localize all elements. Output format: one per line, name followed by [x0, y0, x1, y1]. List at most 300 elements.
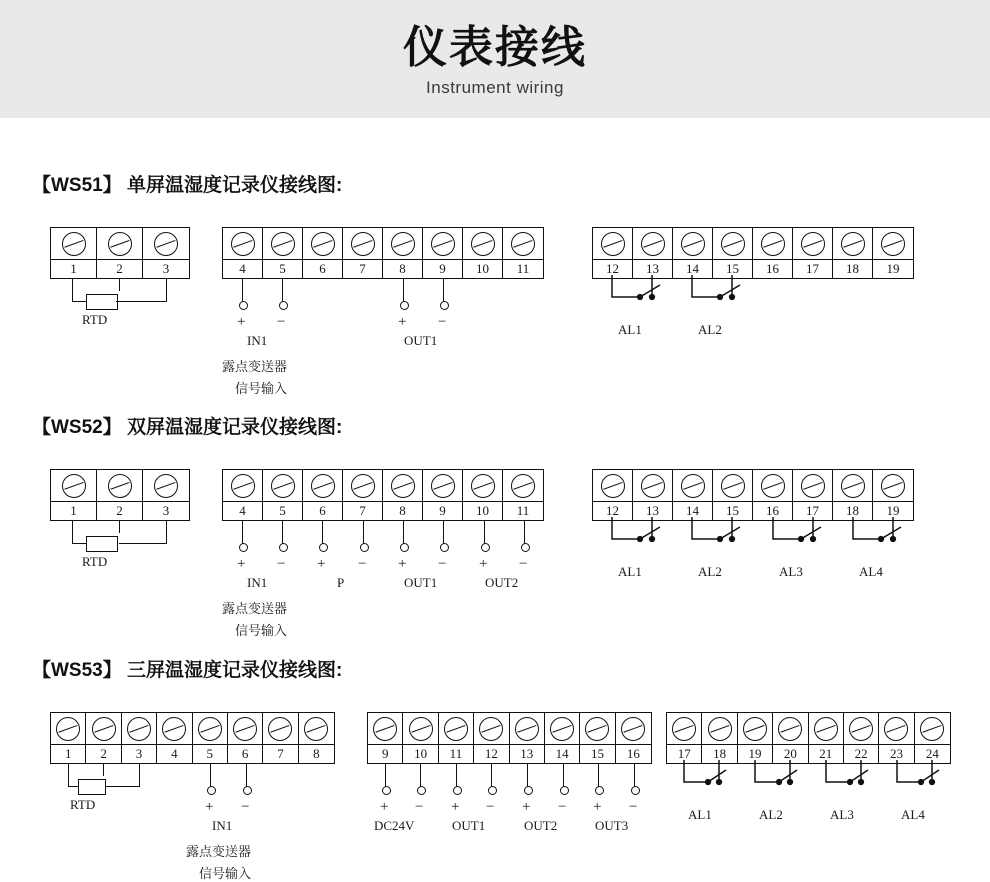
terminal-cell[interactable] [51, 713, 86, 763]
alarm-label: AL2 [698, 564, 722, 579]
terminal-cell[interactable] [303, 470, 343, 520]
banner-subtitle: Instrument wiring [426, 78, 564, 98]
screw-icon [621, 717, 645, 741]
polarity-minus: − [277, 314, 286, 330]
terminal-number: 6 [303, 259, 342, 277]
wire [68, 764, 69, 786]
terminal-cell[interactable] [773, 713, 808, 763]
terminal-cell[interactable] [463, 470, 503, 520]
screw-icon [801, 232, 825, 256]
screw-icon [881, 474, 905, 498]
terminal-cell[interactable] [844, 713, 879, 763]
terminal-number: 6 [303, 501, 342, 519]
terminal-number: 14 [673, 259, 712, 277]
screw-icon [681, 474, 705, 498]
polarity-minus: − [277, 556, 286, 572]
terminal-cell[interactable] [833, 470, 873, 520]
terminal-cell[interactable] [753, 470, 793, 520]
screw-icon [391, 232, 415, 256]
terminal-cell[interactable] [915, 713, 950, 763]
terminal-cell[interactable] [702, 713, 737, 763]
screw-icon [471, 474, 495, 498]
terminal-cell[interactable] [51, 470, 97, 520]
rtd-resistor [86, 536, 118, 552]
terminal-number: 16 [616, 744, 651, 762]
polarity-plus: + [205, 799, 214, 815]
terminal-number: 9 [368, 744, 402, 762]
wire [246, 764, 247, 788]
polarity-minus: − [486, 799, 495, 815]
screw-icon [801, 474, 825, 498]
terminal-cell[interactable] [463, 228, 503, 278]
terminal-cell[interactable] [157, 713, 192, 763]
terminal-dot [595, 786, 604, 795]
rtd-resistor [78, 779, 106, 795]
sensor-note-line1: 露点变送器 [222, 601, 288, 616]
terminal-number: 19 [873, 259, 913, 277]
terminal-number: 2 [86, 744, 120, 762]
screw-icon [672, 717, 696, 741]
terminal-cell[interactable] [51, 228, 97, 278]
terminal-number: 13 [633, 259, 672, 277]
screw-icon [351, 232, 375, 256]
wire [527, 764, 528, 788]
terminal-cell[interactable] [633, 228, 673, 278]
terminal-cell[interactable] [122, 713, 157, 763]
terminal-number: 17 [793, 259, 832, 277]
terminal-cell[interactable] [423, 470, 463, 520]
alarm-label: AL3 [779, 564, 803, 579]
in1-label: IN1 [212, 818, 233, 833]
terminal-cell[interactable] [343, 228, 383, 278]
terminal-dot [279, 301, 288, 310]
screw-icon [550, 717, 574, 741]
terminal-cell[interactable] [593, 228, 633, 278]
terminal-dot [488, 786, 497, 795]
sensor-note-line1: 露点变送器 [222, 359, 288, 374]
screw-icon [601, 232, 625, 256]
screw-icon [304, 717, 328, 741]
terminal-cell[interactable] [673, 470, 713, 520]
screw-icon [271, 474, 295, 498]
terminal-cell[interactable] [593, 470, 633, 520]
screw-icon [409, 717, 433, 741]
terminal-number: 18 [833, 501, 872, 519]
wire [242, 521, 243, 545]
terminal-block-ws53-b [367, 712, 652, 764]
terminal-number: 20 [773, 744, 807, 762]
terminal-dot [239, 543, 248, 552]
terminal-cell[interactable] [503, 228, 543, 278]
terminal-number: 14 [545, 744, 579, 762]
terminal-number: 6 [228, 744, 262, 762]
wire [72, 521, 73, 543]
wire [420, 764, 421, 788]
screw-icon [761, 232, 785, 256]
terminal-cell[interactable] [793, 228, 833, 278]
screw-icon [585, 717, 609, 741]
wire [103, 764, 104, 776]
wire [166, 521, 167, 543]
terminal-dot [382, 786, 391, 795]
terminal-block-ws51-b [222, 227, 544, 279]
screw-icon [641, 474, 665, 498]
terminal-cell[interactable] [503, 470, 543, 520]
in1-label: IN1 [247, 333, 268, 348]
terminal-number: 7 [343, 259, 382, 277]
terminal-cell[interactable] [833, 228, 873, 278]
terminal-number: 3 [143, 259, 189, 277]
terminal-dot [440, 301, 449, 310]
polarity-minus: − [415, 799, 424, 815]
terminal-number: 2 [97, 259, 142, 277]
screw-icon [56, 717, 80, 741]
terminal-block-ws53-a [50, 712, 335, 764]
screw-icon [814, 717, 838, 741]
terminal-number: 5 [263, 501, 302, 519]
terminal-number: 16 [753, 259, 792, 277]
alarm-label: AL4 [859, 564, 883, 579]
terminal-number: 1 [51, 259, 96, 277]
out3-label: OUT3 [595, 818, 629, 833]
screw-icon [849, 717, 873, 741]
wire [524, 521, 525, 545]
wire [282, 279, 283, 303]
terminal-dot [631, 786, 640, 795]
screw-icon [884, 717, 908, 741]
screw-icon [721, 474, 745, 498]
rtd-label: RTD [82, 554, 108, 569]
section-ws51-heading: 【WS51】 单屏温湿度记录仪接线图: [32, 175, 343, 196]
out1-label: OUT1 [404, 575, 438, 590]
wire [166, 279, 167, 301]
terminal-cell[interactable] [753, 228, 793, 278]
terminal-cell[interactable] [474, 713, 509, 763]
terminal-number: 4 [223, 259, 262, 277]
screw-icon [721, 232, 745, 256]
terminal-number: 1 [51, 501, 96, 519]
alarm-label: AL4 [901, 807, 925, 822]
terminal-dot [279, 543, 288, 552]
screw-icon [778, 717, 802, 741]
terminal-cell[interactable] [403, 713, 438, 763]
wire [363, 521, 364, 545]
wire [403, 521, 404, 545]
terminal-number: 13 [510, 744, 544, 762]
terminal-cell[interactable] [97, 470, 143, 520]
terminal-cell[interactable] [86, 713, 121, 763]
terminal-cell[interactable] [616, 713, 651, 763]
terminal-number: 18 [833, 259, 872, 277]
screw-icon [92, 717, 116, 741]
terminal-dot [481, 543, 490, 552]
screw-icon [62, 232, 86, 256]
wire [68, 786, 78, 787]
wire [119, 521, 120, 533]
terminal-cell[interactable] [223, 470, 263, 520]
polarity-plus: + [451, 799, 460, 815]
terminal-cell[interactable] [299, 713, 334, 763]
terminal-number: 11 [503, 501, 543, 519]
screw-icon [920, 717, 944, 741]
p-label: P [337, 575, 345, 590]
terminal-number: 2 [97, 501, 142, 519]
terminal-cell[interactable] [228, 713, 263, 763]
terminal-number: 21 [809, 744, 843, 762]
screw-icon [761, 474, 785, 498]
wire [72, 279, 73, 301]
screw-icon [515, 717, 539, 741]
terminal-number: 3 [143, 501, 189, 519]
terminal-block-ws53-c [666, 712, 951, 764]
polarity-minus: − [241, 799, 250, 815]
terminal-dot [400, 301, 409, 310]
wire [72, 543, 86, 544]
alarm-label: AL1 [618, 322, 642, 337]
terminal-block-ws52-a [50, 469, 190, 521]
terminal-dot [524, 786, 533, 795]
screw-icon [708, 717, 732, 741]
wire [491, 764, 492, 788]
polarity-plus: + [522, 799, 531, 815]
terminal-number: 7 [263, 744, 297, 762]
terminal-block-ws51-a [50, 227, 190, 279]
terminal-number: 1 [51, 744, 85, 762]
terminal-cell[interactable] [343, 470, 383, 520]
wire [443, 279, 444, 303]
screw-icon [601, 474, 625, 498]
terminal-number: 13 [633, 501, 672, 519]
terminal-number: 14 [673, 501, 712, 519]
polarity-minus: − [438, 556, 447, 572]
terminal-number: 16 [753, 501, 792, 519]
terminal-cell[interactable] [97, 228, 143, 278]
terminal-cell[interactable] [673, 228, 713, 278]
terminal-dot [243, 786, 252, 795]
wire [484, 521, 485, 545]
polarity-plus: + [380, 799, 389, 815]
screw-icon [108, 474, 132, 498]
wire [119, 301, 167, 302]
wire [119, 543, 167, 544]
terminal-cell[interactable] [713, 228, 753, 278]
polarity-minus: − [438, 314, 447, 330]
screw-icon [743, 717, 767, 741]
wire [403, 279, 404, 303]
alarm-label: AL3 [830, 807, 854, 822]
terminal-number: 11 [503, 259, 543, 277]
in1-label: IN1 [247, 575, 268, 590]
terminal-cell[interactable] [873, 470, 913, 520]
terminal-number: 5 [263, 259, 302, 277]
terminal-number: 18 [702, 744, 736, 762]
terminal-cell[interactable] [439, 713, 474, 763]
screw-icon [841, 232, 865, 256]
section-ws53 [0, 655, 939, 881]
terminal-number: 10 [463, 259, 502, 277]
wire [139, 764, 140, 786]
screw-icon [108, 232, 132, 256]
out2-label: OUT2 [485, 575, 519, 590]
terminal-number: 17 [793, 501, 832, 519]
screw-icon [471, 232, 495, 256]
screw-icon [311, 474, 335, 498]
terminal-number: 17 [667, 744, 701, 762]
terminal-cell[interactable] [713, 470, 753, 520]
terminal-cell[interactable] [667, 713, 702, 763]
terminal-cell[interactable] [143, 470, 189, 520]
polarity-minus: − [629, 799, 638, 815]
terminal-cell[interactable] [368, 713, 403, 763]
out1-label: OUT1 [452, 818, 486, 833]
terminal-number: 12 [474, 744, 508, 762]
terminal-number: 10 [403, 744, 437, 762]
screw-icon [641, 232, 665, 256]
terminal-number: 22 [844, 744, 878, 762]
polarity-minus: − [558, 799, 567, 815]
wire [443, 521, 444, 545]
screw-icon [154, 232, 178, 256]
screw-icon [511, 232, 535, 256]
wire [116, 301, 121, 302]
terminal-cell[interactable] [383, 470, 423, 520]
screw-icon [431, 474, 455, 498]
section-ws53-heading: 【WS53】 三屏温湿度记录仪接线图: [32, 660, 343, 681]
screw-icon [198, 717, 222, 741]
polarity-minus: − [358, 556, 367, 572]
screw-icon [162, 717, 186, 741]
terminal-dot [360, 543, 369, 552]
terminal-number: 19 [873, 501, 913, 519]
terminal-dot [319, 543, 328, 552]
screw-icon [479, 717, 503, 741]
terminal-cell[interactable] [545, 713, 580, 763]
polarity-plus: + [317, 556, 326, 572]
screw-icon [154, 474, 178, 498]
terminal-cell[interactable] [633, 470, 673, 520]
section-ws52-heading: 【WS52】 双屏温湿度记录仪接线图: [32, 417, 343, 438]
alarm-label: AL1 [618, 564, 642, 579]
screw-icon [62, 474, 86, 498]
polarity-minus: − [519, 556, 528, 572]
terminal-dot [417, 786, 426, 795]
terminal-number: 4 [157, 744, 191, 762]
alarm-label: AL2 [698, 322, 722, 337]
terminal-number: 15 [713, 259, 752, 277]
terminal-block-ws52-c [592, 469, 914, 521]
terminal-dot [400, 543, 409, 552]
terminal-cell[interactable] [143, 228, 189, 278]
wire [385, 764, 386, 788]
terminal-cell[interactable] [193, 713, 228, 763]
sensor-note-line2: 信号输入 [235, 381, 288, 396]
terminal-dot [453, 786, 462, 795]
section-ws52 [0, 412, 900, 638]
terminal-cell[interactable] [263, 470, 303, 520]
terminal-cell[interactable] [738, 713, 773, 763]
polarity-plus: + [237, 314, 246, 330]
terminal-cell[interactable] [423, 228, 463, 278]
terminal-cell[interactable] [873, 228, 913, 278]
terminal-cell[interactable] [879, 713, 914, 763]
alarm-label: AL2 [759, 807, 783, 822]
sensor-note-line2: 信号输入 [235, 623, 288, 638]
screw-icon [373, 717, 397, 741]
section-ws51 [0, 170, 900, 396]
screw-icon [271, 232, 295, 256]
screw-icon [231, 474, 255, 498]
terminal-number: 8 [383, 259, 422, 277]
terminal-number: 12 [593, 259, 632, 277]
screw-icon [881, 232, 905, 256]
terminal-cell[interactable] [510, 713, 545, 763]
terminal-cell[interactable] [223, 228, 263, 278]
wire [456, 764, 457, 788]
terminal-cell[interactable] [809, 713, 844, 763]
terminal-cell[interactable] [580, 713, 615, 763]
wire [634, 764, 635, 788]
terminal-cell[interactable] [303, 228, 343, 278]
wire [210, 764, 211, 788]
terminal-number: 11 [439, 744, 473, 762]
screw-icon [841, 474, 865, 498]
terminal-number: 10 [463, 501, 502, 519]
rtd-label: RTD [82, 312, 108, 327]
screw-icon [311, 232, 335, 256]
polarity-plus: + [398, 556, 407, 572]
terminal-block-ws51-c [592, 227, 914, 279]
terminal-number: 24 [915, 744, 950, 762]
terminal-cell[interactable] [263, 228, 303, 278]
terminal-block-ws52-b [222, 469, 544, 521]
alarm-label: AL1 [688, 807, 712, 822]
terminal-dot [560, 786, 569, 795]
screw-icon [431, 232, 455, 256]
page-banner [0, 0, 990, 118]
screw-icon [351, 474, 375, 498]
terminal-cell[interactable] [263, 713, 298, 763]
terminal-number: 9 [423, 501, 462, 519]
terminal-number: 5 [193, 744, 227, 762]
polarity-plus: + [398, 314, 407, 330]
wire [598, 764, 599, 788]
wire [242, 279, 243, 303]
banner-title: 仪表接线 [403, 22, 587, 72]
wire [322, 521, 323, 545]
terminal-number: 8 [299, 744, 334, 762]
sensor-note-line2: 信号输入 [199, 866, 252, 881]
dc24v-label: DC24V [374, 818, 415, 833]
screw-icon [127, 717, 151, 741]
screw-icon [511, 474, 535, 498]
screw-icon [231, 232, 255, 256]
terminal-dot [207, 786, 216, 795]
terminal-number: 7 [343, 501, 382, 519]
terminal-cell[interactable] [383, 228, 423, 278]
terminal-dot [440, 543, 449, 552]
polarity-plus: + [479, 556, 488, 572]
terminal-cell[interactable] [793, 470, 833, 520]
wire [282, 521, 283, 545]
rtd-resistor [86, 294, 118, 310]
terminal-number: 8 [383, 501, 422, 519]
polarity-plus: + [237, 556, 246, 572]
terminal-number: 15 [580, 744, 614, 762]
screw-icon [681, 232, 705, 256]
relay-contact-symbol [592, 517, 922, 557]
terminal-number: 3 [122, 744, 156, 762]
terminal-number: 23 [879, 744, 913, 762]
